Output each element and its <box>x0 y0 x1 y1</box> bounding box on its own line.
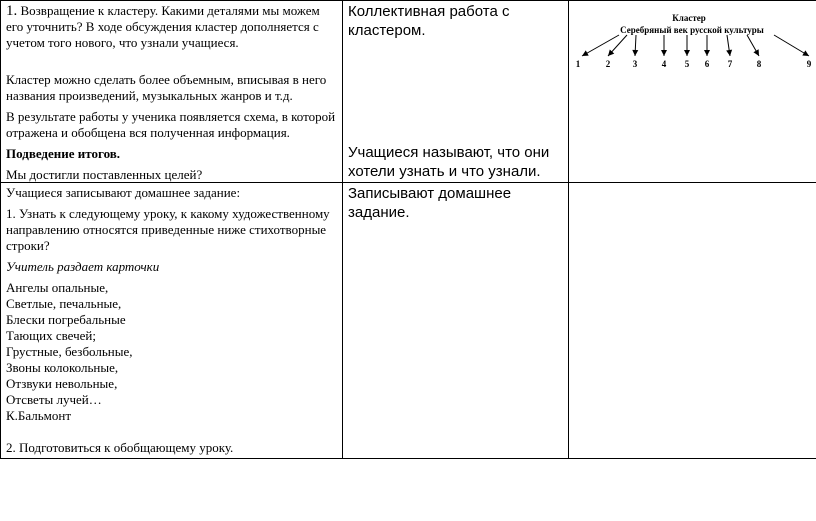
poem-line: Блески погребальные <box>6 312 126 327</box>
poem-line: Тающих свечей; <box>6 328 96 343</box>
poem-line: К.Бальмонт <box>6 408 72 423</box>
cluster-arrow <box>774 35 809 56</box>
poem-block <box>6 280 338 424</box>
collective-work-text: Коллективная работа с кластером. <box>348 3 510 39</box>
cluster-number: 1 <box>575 59 581 69</box>
cluster-number: 8 <box>756 59 762 69</box>
table-left-border <box>0 0 1 459</box>
cluster-title: Кластер <box>672 13 706 23</box>
cluster-arrowhead <box>726 50 732 56</box>
homework-record-text: Записывают домашнее задание. <box>348 185 512 221</box>
summary-question: Мы достигли поставленных целей? <box>6 167 203 182</box>
cluster-arrowhead <box>661 50 667 56</box>
cluster-arrowhead <box>704 50 710 56</box>
result-text: В результате работы у ученика появляется схема, в которой отражена и обобщена вся полученная информация. <box>6 109 336 140</box>
cluster-number: 6 <box>704 59 710 69</box>
cluster-diagram <box>569 1 815 81</box>
row2-col1-cell <box>6 185 338 456</box>
task2-text: 2. Подготовиться к обобщающему уроку. <box>6 440 234 455</box>
row1-col2-cell <box>348 2 562 181</box>
row1-col1-cell <box>6 3 338 183</box>
homework-intro: Учащиеся записывают домашнее задание: <box>6 185 241 200</box>
column-divider-1 <box>342 0 343 459</box>
cluster-number: 5 <box>684 59 690 69</box>
cluster-number: 7 <box>727 59 733 69</box>
task1-text: 1. Узнать к следующему уроку, к какому художественному направлению относятся приведенные ниже стихотворные строки? <box>6 206 330 253</box>
poem-line: Звоны колокольные, <box>6 360 119 375</box>
item1-number: 1. <box>6 3 18 19</box>
summary-heading: Подведение итогов. <box>6 146 121 161</box>
cluster-number: 4 <box>661 59 667 69</box>
poem-line: Светлые, печальные, <box>6 296 122 311</box>
poem-line: Отсветы лучей… <box>6 392 102 407</box>
cluster-arrowhead <box>684 50 690 56</box>
row2-col2-cell <box>348 184 562 222</box>
cluster-volume-text: Кластер можно сделать более объемным, вписывая в него названия произведений, музыкальных жанров и т.д. <box>6 72 327 103</box>
poem-line: Грустные, безбольные, <box>6 344 133 359</box>
cluster-number: 3 <box>632 59 638 69</box>
cluster-number: 9 <box>806 59 812 69</box>
table-bottom-border <box>0 458 816 459</box>
cluster-number: 2 <box>605 59 611 69</box>
item1-text: Возвращение к кластеру. Какими деталями мы можем его уточнить? В ходе обсуждения кластер дополняется с учетом того нового, что узнали учащиеся. <box>6 3 320 50</box>
poem-line: Отзвуки невольные, <box>6 376 118 391</box>
cluster-subtitle: Серебряный век русской культуры <box>620 25 764 35</box>
students-name-text: Учащиеся называют, что они хотели узнать и что узнали. <box>348 144 550 180</box>
teacher-note: Учитель раздает карточки <box>6 259 160 274</box>
cluster-arrowhead <box>632 50 638 56</box>
item1-paragraph <box>6 3 338 51</box>
poem-line: Ангелы опальные, <box>6 280 109 295</box>
